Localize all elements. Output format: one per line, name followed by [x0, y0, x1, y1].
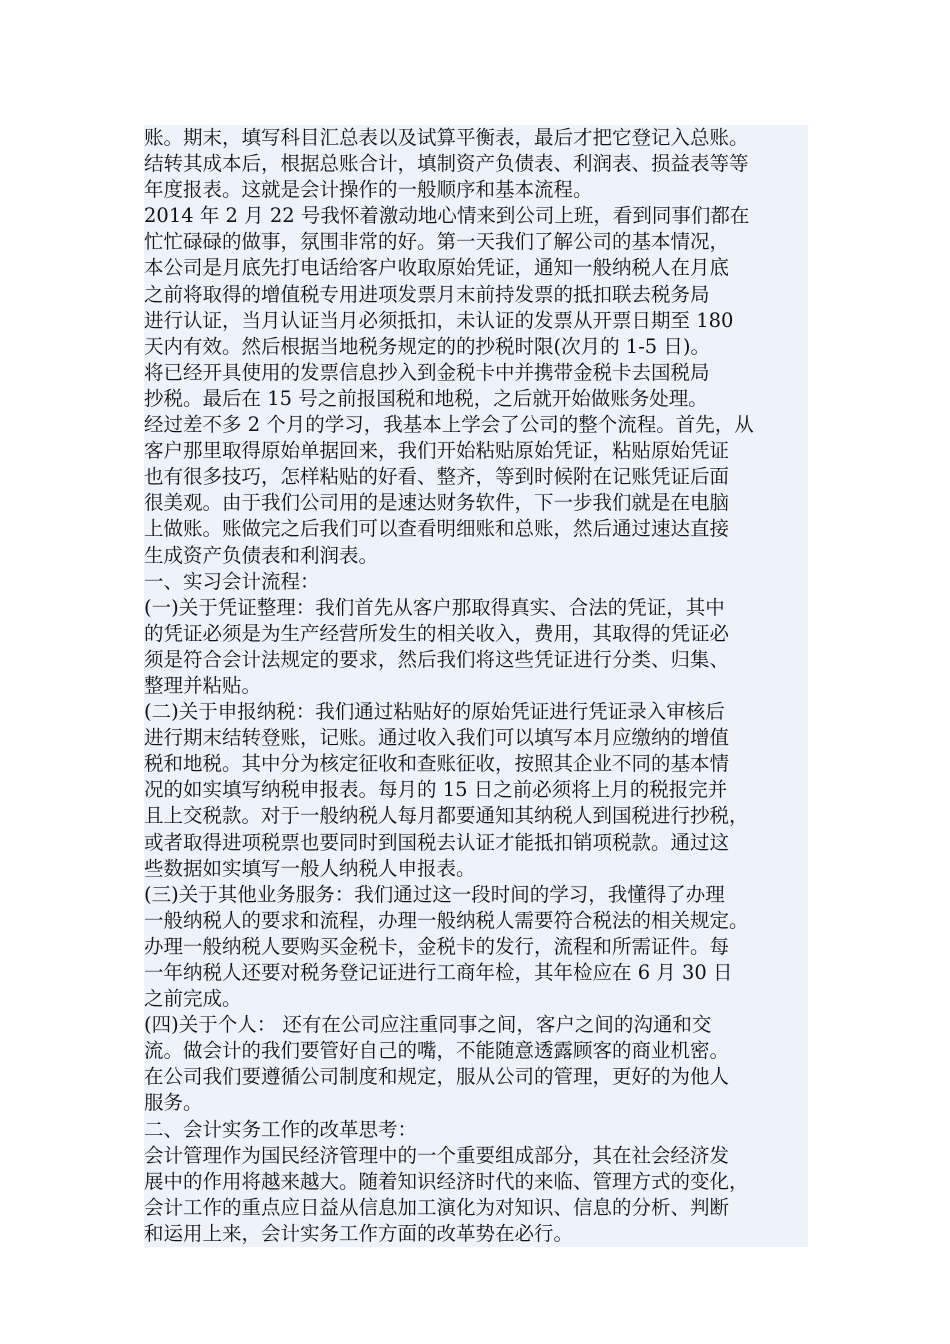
text-line: 之前将取得的增值税专用进项发票月末前持发票的抵扣联去税务局 [144, 282, 710, 306]
text-line: 会计管理作为国民经济管理中的一个重要组成部分，其在社会经济发 [144, 1143, 730, 1167]
text-line: (二)关于申报纳税：我们通过粘贴好的原始凭证进行凭证录入审核后 [144, 700, 725, 724]
text-line: 办理一般纳税人要购买金税卡，金税卡的发行，流程和所需证件。每 [144, 934, 730, 958]
text-line: 流。做会计的我们要管好自己的嘴，不能随意透露顾客的商业机密。 [144, 1039, 730, 1063]
text-line: (一)关于凭证整理：我们首先从客户那取得真实、合法的凭证，其中 [144, 595, 725, 619]
text-line: 也有很多技巧，怎样粘贴的好看、整齐，等到时候附在记账凭证后面 [144, 465, 730, 489]
text-line: 况的如实填写纳税申报表。每月的 15 日之前必须将上月的税报完并 [144, 778, 728, 802]
text-line: 服务。 [144, 1091, 203, 1115]
text-line: 进行期末结转登账，记账。通过收入我们可以填写本月应缴纳的增值 [144, 726, 730, 750]
section-heading: 二、会计实务工作的改革思考： [144, 1117, 418, 1141]
text-line: 将已经开具使用的发票信息抄入到金税卡中并携带金税卡去国税局 [144, 360, 710, 384]
text-line: 展中的作用将越来越大。随着知识经济时代的来临、管理方式的变化， [144, 1169, 749, 1193]
text-line: 生成资产负债表和利润表。 [144, 543, 379, 567]
text-line: 且上交税款。对于一般纳税人每月都要通知其纳税人到国税进行抄税， [144, 804, 749, 828]
text-line: 些数据如实填写一般人纳税人申报表。 [144, 856, 476, 880]
text-line: 客户那里取得原始单据回来，我们开始粘贴原始凭证，粘贴原始凭证 [144, 439, 730, 463]
text-line: 本公司是月底先打电话给客户收取原始凭证，通知一般纳税人在月底 [144, 256, 730, 280]
document-body [144, 125, 808, 1247]
text-line: 进行认证，当月认证当月必须抵扣，未认证的发票从开票日期至 180 [144, 308, 734, 332]
text-line: 或者取得进项税票也要同时到国税去认证才能抵扣销项税款。通过这 [144, 830, 730, 854]
text-line: 之前完成。 [144, 987, 242, 1011]
text-line: 整理并粘贴。 [144, 673, 262, 697]
text-line: 一年纳税人还要对税务登记证进行工商年检，其年检应在 6 月 30 日 [144, 961, 733, 984]
text-line: 年度报表。这就是会计操作的一般顺序和基本流程。 [144, 178, 593, 202]
text-line: 账。期末，填写科目汇总表以及试算平衡表，最后才把它登记入总账。 [144, 126, 749, 149]
text-line: 的凭证必须是为生产经营所发生的相关收入，费用，其取得的凭证必 [144, 621, 730, 645]
text-line: 一般纳税人的要求和流程，办理一般纳税人需要符合税法的相关规定。 [144, 908, 749, 932]
section-heading: 一、实习会计流程： [144, 569, 320, 593]
text-line: 天内有效。然后根据当地税务规定的的抄税时限(次月的 1-5 日)。 [144, 334, 711, 358]
text-line: 在公司我们要遵循公司制度和规定，服从公司的管理，更好的为他人 [144, 1065, 730, 1089]
text-line: 税和地税。其中分为核定征收和查账征收，按照其企业不同的基本情 [144, 752, 730, 776]
text-line: 会计工作的重点应日益从信息加工演化为对知识、信息的分析、判断 [144, 1195, 730, 1219]
text-line: 忙忙碌碌的做事，氛围非常的好。第一天我们了解公司的基本情况， [144, 230, 730, 254]
text-line: 结转其成本后，根据总账合计，填制资产负债表、利润表、损益表等等 [144, 152, 749, 176]
text-line: 很美观。由于我们公司用的是速达财务软件，下一步我们就是在电脑 [144, 491, 730, 515]
text-line: (四)关于个人： 还有在公司应注重同事之间，客户之间的沟通和交 [144, 1013, 712, 1037]
text-line: 须是符合会计法规定的要求，然后我们将这些凭证进行分类、归集、 [144, 647, 730, 671]
text-line: (三)关于其他业务服务：我们通过这一段时间的学习，我懂得了办理 [144, 882, 725, 906]
text-line: 经过差不多 2 个月的学习，我基本上学会了公司的整个流程。首先，从 [144, 413, 754, 437]
text-line: 2014 年 2 月 22 号我怀着激动地心情来到公司上班，看到同事们都在 [144, 204, 750, 228]
text-line: 上做账。账做完之后我们可以查看明细账和总账，然后通过速达直接 [144, 517, 730, 541]
text-line: 和运用上来，会计实务工作方面的改革势在必行。 [144, 1221, 574, 1245]
text-line: 抄税。最后在 15 号之前报国税和地税，之后就开始做账务处理。 [144, 386, 708, 410]
